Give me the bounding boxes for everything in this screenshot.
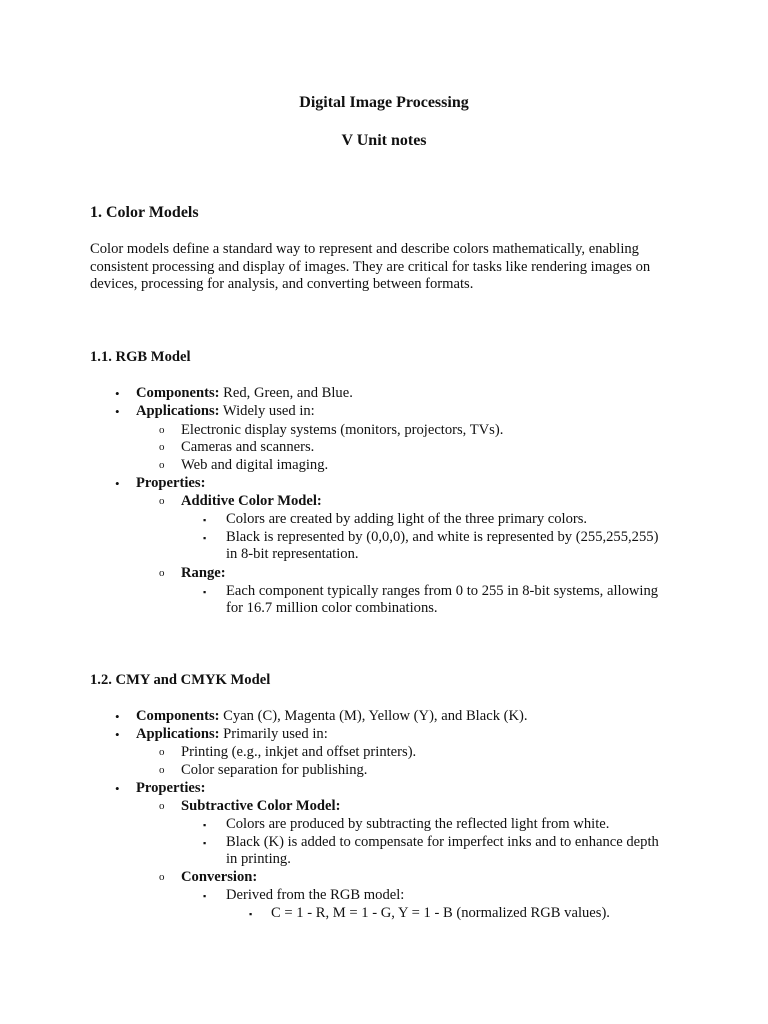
bullet-circle-icon: o [159, 424, 165, 436]
list-item: Black is represented by (0,0,0), and white is represented by (255,255,255) [226, 529, 659, 545]
list-item-conversion: Conversion: [181, 869, 258, 885]
bullet-circle-icon: o [159, 746, 165, 758]
bullet-square-icon: ▪ [203, 587, 207, 597]
list-item-cmy-components: Components: Cyan (C), Magenta (M), Yellow (Y), and Black (K). [136, 708, 528, 724]
document-title: Digital Image Processing [299, 94, 469, 111]
list-item-rgb-applications: Applications: Widely used in: [136, 403, 315, 419]
list-item: Printing (e.g., inkjet and offset printers). [181, 744, 417, 760]
bullet-square-icon: ▪ [203, 533, 207, 543]
subsection-heading-cmy: 1.2. CMY and CMYK Model [90, 672, 271, 688]
list-item-range: Range: [181, 565, 226, 581]
list-item-continuation: in printing. [226, 851, 291, 867]
bullet-dot-icon: • [115, 727, 120, 742]
document-subtitle: V Unit notes [341, 132, 427, 149]
bullet-circle-icon: o [159, 871, 165, 883]
bullet-circle-icon: o [159, 495, 165, 507]
list-item: Colors are created by adding light of the three primary colors. [226, 511, 588, 527]
intro-paragraph [90, 241, 690, 294]
bullet-dot-icon: • [115, 404, 120, 419]
intro-line: Color models define a standard way to represent and describe colors mathematically, enabling [90, 241, 639, 257]
list-item-rgb-components: Components: Red, Green, and Blue. [136, 385, 353, 401]
list-item: Black (K) is added to compensate for imperfect inks and to enhance depth [226, 834, 659, 850]
bullet-circle-icon: o [159, 441, 165, 453]
subsection-heading-rgb: 1.1. RGB Model [90, 349, 191, 365]
bullet-circle-icon: o [159, 567, 165, 579]
list-item: Cameras and scanners. [181, 439, 315, 455]
bullet-circle-icon: o [159, 459, 165, 471]
bullet-dot-icon: • [115, 476, 120, 491]
bullet-dot-icon: • [115, 386, 120, 401]
bullet-square-icon: ▪ [203, 820, 207, 830]
list-item: Electronic display systems (monitors, projectors, TVs). [181, 422, 504, 438]
bullet-dot-icon: • [115, 709, 120, 724]
list-item-continuation: in 8-bit representation. [226, 546, 359, 562]
list-item-additive: Additive Color Model: [181, 493, 322, 509]
list-item-subtractive: Subtractive Color Model: [181, 798, 341, 814]
bullet-circle-icon: o [159, 800, 165, 812]
list-item: Each component typically ranges from 0 to 255 in 8-bit systems, allowing [226, 583, 659, 599]
section-heading-color-models: 1. Color Models [90, 204, 199, 221]
list-item-continuation: for 16.7 million color combinations. [226, 600, 438, 616]
bullet-square-icon: ▪ [203, 891, 207, 901]
list-item: Colors are produced by subtracting the reflected light from white. [226, 816, 610, 832]
bullet-square-icon: ▪ [249, 909, 253, 919]
list-item: Derived from the RGB model: [226, 887, 405, 903]
intro-line: devices, processing for analysis, and converting between formats. [90, 276, 474, 293]
intro-line: consistent processing and display of images. They are critical for tasks like rendering images on [90, 258, 651, 275]
bullet-dot-icon: • [115, 781, 120, 796]
bullet-square-icon: ▪ [203, 515, 207, 525]
list-item-cmy-applications: Applications: Primarily used in: [136, 726, 328, 742]
bullet-circle-icon: o [159, 764, 165, 776]
list-item-cmy-properties: Properties: [136, 780, 206, 796]
list-item: Web and digital imaging. [181, 457, 329, 473]
list-item-formula: C = 1 - R, M = 1 - G, Y = 1 - B (normalized RGB values). [271, 905, 610, 921]
list-item: Color separation for publishing. [181, 762, 368, 778]
list-item-rgb-properties: Properties: [136, 475, 206, 491]
bullet-square-icon: ▪ [203, 838, 207, 848]
